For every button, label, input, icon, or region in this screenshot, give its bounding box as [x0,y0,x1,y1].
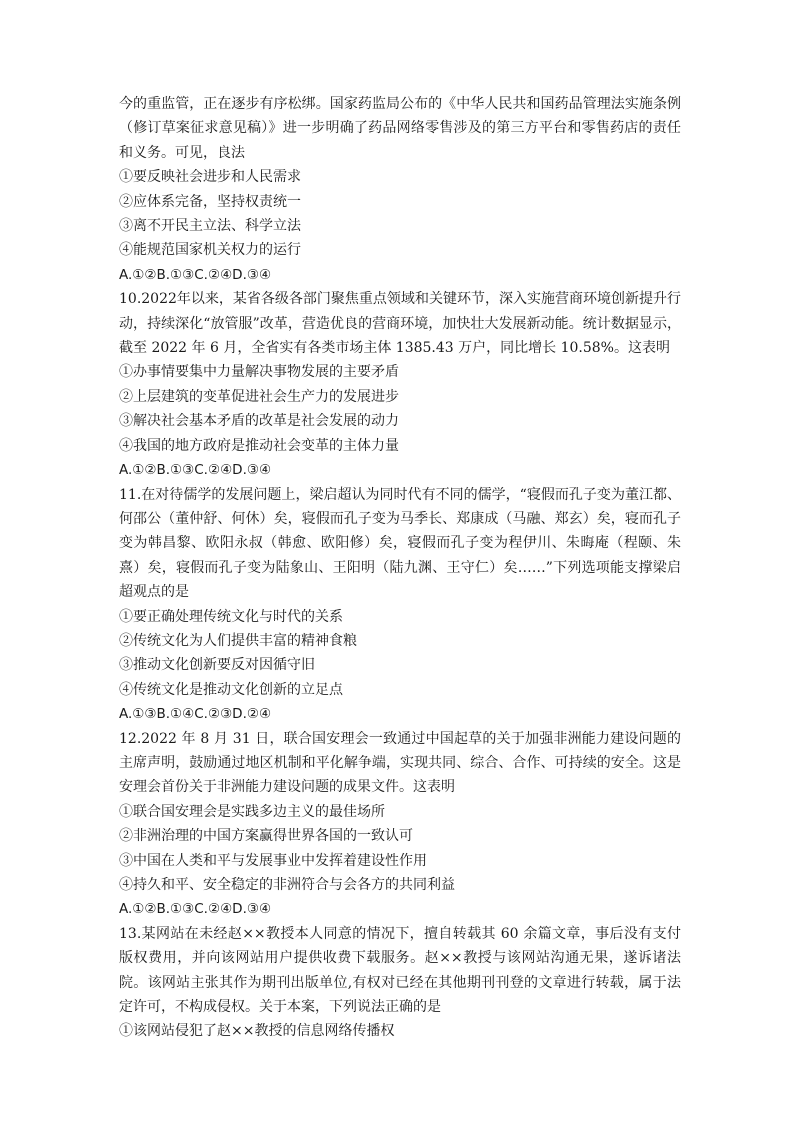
option-4: ④能规范国家机关权力的运行 [119,242,301,259]
option-3: ③离不开民主立法、科学立法 [119,218,301,235]
question-stem: 10.2022年以来，某省各级各部门聚焦重点领域和关键环节，深入实施营商环境创新提升行动，持续深化“放管服”改革，营造优良的营商环境，加快壮大发展新动能。统计数据显示，截至 2022 年 6 月，全省实有各类市场主体 1385.43 万户，同比增长 10.58%。这表明 [119,291,681,357]
option-1: ①办事情要集中力量解决事物发展的主要矛盾 [119,364,399,381]
option-3: ③推动文化创新要反对因循守旧 [119,657,315,674]
question-stem: 11.在对待儒学的发展问题上，梁启超认为同时代有不同的儒学，“寝假而孔子变为董江都、何邵公（董仲舒、何休）矣，寝假而孔子变为马季长、郑康成（马融、郑玄）矣，寝而孔子变为韩昌黎、欧阳永叔（韩愈、欧阳修）矣，寝假而孔子变为程伊川、朱晦庵（程颐、朱熹）矣，寝假而孔子变为陆象山、王阳明（陆九渊、王守仁）矣……”下列选项能支撑梁启超观点的是 [119,486,681,601]
answer-choices: A.①③B.①④C.②③D.②④ [119,706,272,723]
option-1: ①该网站侵犯了赵××教授的信息网络传播权 [119,1023,395,1040]
option-1: ①要反映社会进步和人民需求 [119,169,301,186]
answer-choices: A.①②B.①③C.②④D.③④ [119,462,272,479]
question-stem: 12.2022 年 8 月 31 日，联合国安理会一致通过中国起草的关于加强非洲能力建设问题的主席声明，鼓励通过地区机制和平化解争端，实现共同、综合、合作、可持续的安全。这是安理会首份关于非洲能力建设问题的成果文件。这表明 [119,730,681,796]
question-12 [119,727,681,922]
option-2: ②传统文化为人们提供丰富的精神食粮 [119,632,357,649]
question-11 [119,483,681,727]
question-13 [119,922,681,1044]
option-2: ②上层建筑的变革促进社会生产力的发展进步 [119,388,399,405]
option-2: ②应体系完备，坚持权责统一 [119,193,301,210]
question-stem: 13.某网站在未经赵××教授本人同意的情况下，擅自转载其 60 余篇文章，事后没有支付版权费用，并向该网站用户提供收费下载服务。赵××教授与该网站沟通无果，遂诉诸法院。该网站主张其作为期刊出版单位,有权对已经在其他期刊刊登的文章进行转载，属于法定许可，不构成侵权。关于本案，下列说法正确的是 [119,925,681,1016]
option-1: ①要正确处理传统文化与时代的关系 [119,608,343,625]
question-stem: 今的重监管，正在逐步有序松绑。国家药监局公布的《中华人民共和国药品管理法实施条例（修订草案征求意见稿）》进一步明确了药品网络零售涉及的第三方平台和零售药店的责任和义务。可见，良法 [119,96,681,161]
option-4: ④我国的地方政府是推动社会变革的主体力量 [119,437,399,454]
option-2: ②非洲治理的中国方案赢得世界各国的一致认可 [119,828,413,845]
option-3: ③中国在人类和平与发展事业中发挥着建设性作用 [119,852,427,869]
option-1: ①联合国安理会是实践多边主义的最佳场所 [119,803,385,820]
question-9 [119,92,681,287]
option-4: ④传统文化是推动文化创新的立足点 [119,681,343,698]
option-3: ③解决社会基本矛盾的改革是社会发展的动力 [119,413,399,430]
option-4: ④持久和平、安全稳定的非洲符合与会各方的共同利益 [119,877,455,893]
question-10 [119,287,681,482]
answer-choices: A.①②B.①③C.②④D.③④ [119,901,272,918]
answer-choices: A.①②B.①③C.②④D.③④ [119,266,272,283]
